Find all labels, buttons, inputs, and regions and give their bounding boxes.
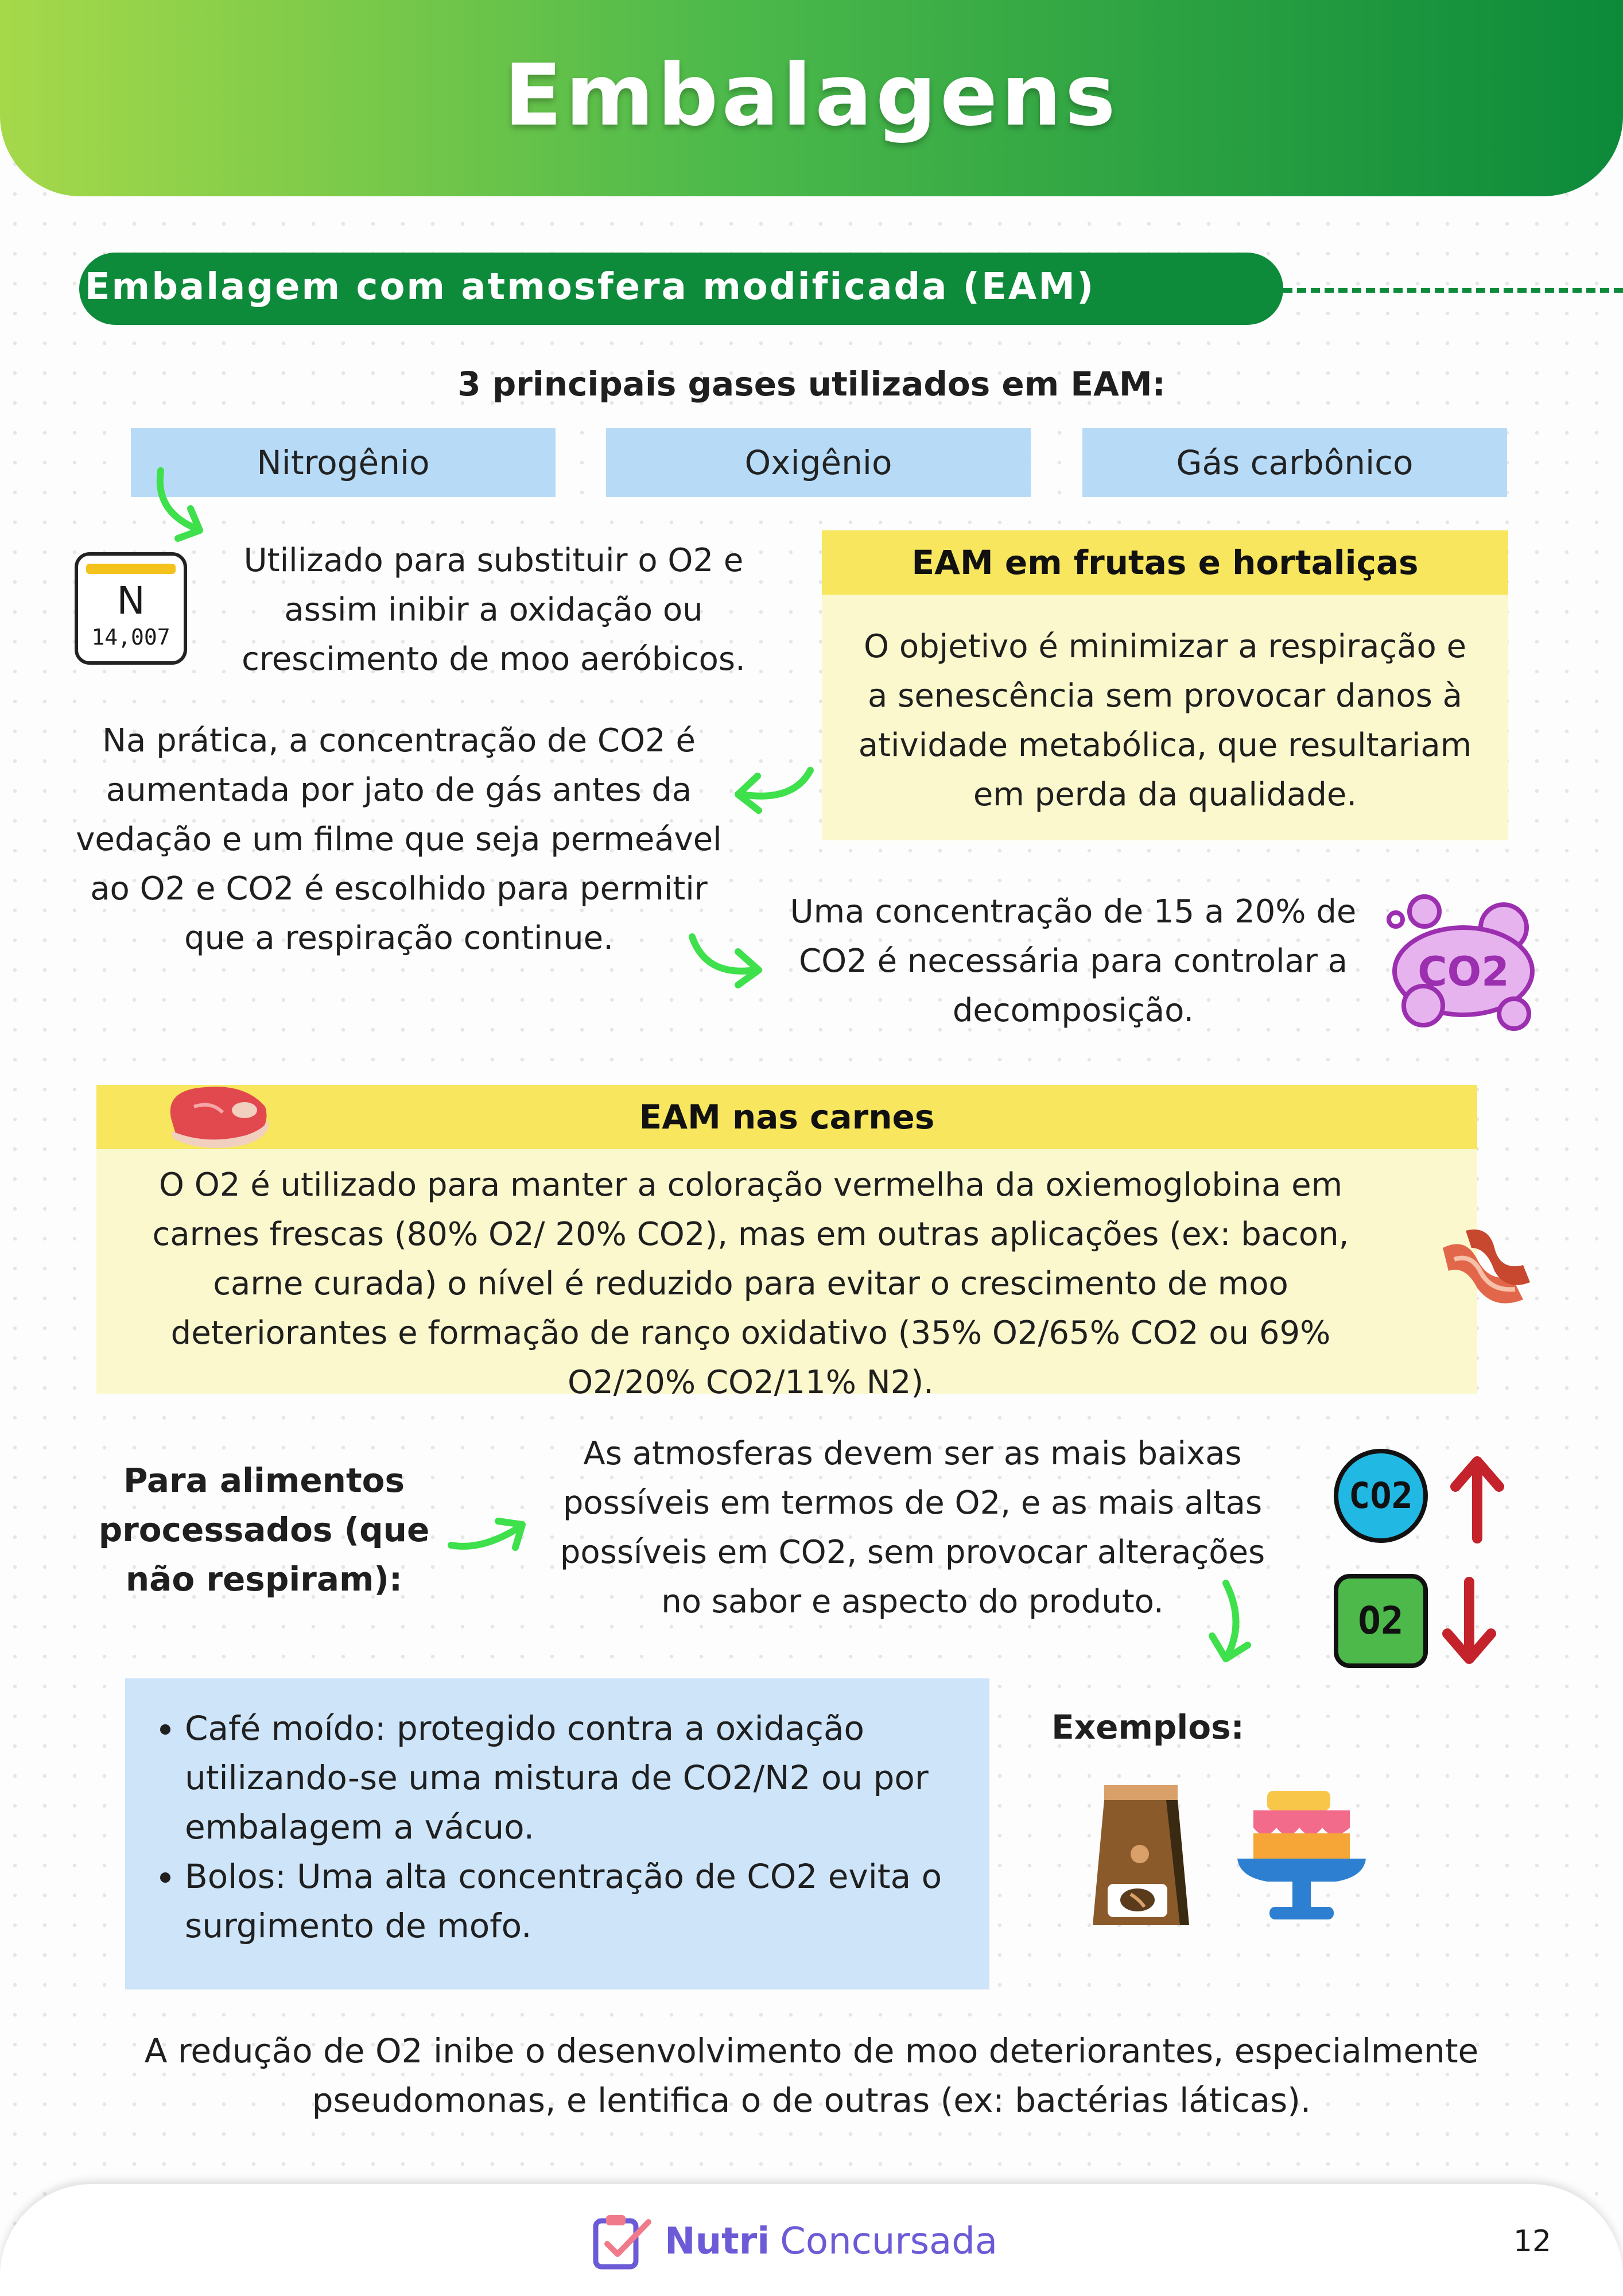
processed-text: As atmosferas devem ser as mais baixas possíveis em termos de O2, e as mais altas possíveis em CO2, sem provocar alterações no sabor e aspecto do produto.	[560, 1435, 1265, 1620]
curved-arrow-icon	[724, 762, 820, 820]
cake-icon	[1233, 1787, 1370, 1925]
practice-text: Na prática, a concentração de CO2 é aumentada por jato de gás antes da vedação e um filme que seja permeável ao O2 e CO2 é escolhido para permitir que a respiração continue.	[76, 722, 722, 957]
curved-arrow-icon	[442, 1499, 534, 1562]
page-title: Embalagens	[504, 46, 1119, 145]
curved-arrow-icon	[143, 459, 212, 551]
brand-logo	[591, 2213, 997, 2270]
nitrogen-text: Utilizado para substituir o O2 e assim inibir a oxidação ou crescimento de moo aeróbicos.	[242, 542, 746, 678]
co2-circle-icon: CO2	[1334, 1449, 1428, 1543]
gas-box-oxygen: Oxigênio	[606, 428, 1031, 497]
co2-concentration-text: Uma concentração de 15 a 20% de CO2 é necessária para controlar a decomposição.	[790, 893, 1357, 1029]
section-divider	[1283, 288, 1623, 293]
brand-name-first: Nutri	[665, 2220, 770, 2263]
gases-heading: 3 principais gases utilizados em EAM:	[457, 364, 1166, 404]
o2-square-icon: O2	[1334, 1574, 1428, 1668]
element-tile-icon	[75, 552, 187, 665]
fruits-box	[822, 595, 1508, 840]
examples-list	[125, 1704, 952, 1950]
bacon-icon	[1431, 1225, 1535, 1334]
up-arrow-icon	[1447, 1452, 1507, 1544]
co2-cloud-icon	[1383, 891, 1538, 1040]
list-item: • Café moído: protegido contra a oxidação utilizando-se uma mistura de CO2/N2 ou por embalagem a vácuo.	[185, 1704, 952, 1852]
curved-arrow-icon	[1199, 1576, 1257, 1668]
gas-box-carbon-dioxide: Gás carbônico	[1082, 428, 1507, 497]
fruits-text: O objetivo é minimizar a respiração e a senescência sem provocar danos à atividade metabólica, que resultariam em perda da qualidade.	[858, 628, 1472, 813]
checklist-logo-icon	[591, 2213, 654, 2270]
section-title: Embalagem com atmosfera modificada (EAM)	[84, 266, 1096, 308]
curved-arrow-icon	[683, 925, 769, 988]
processed-label: Para alimentos processados (que não respiram):	[98, 1461, 430, 1599]
fruits-title: EAM em frutas e hortaliças	[822, 530, 1508, 595]
co2-cloud-label: CO2	[1418, 948, 1509, 995]
meats-box	[96, 1149, 1477, 1401]
steak-icon	[160, 1078, 274, 1153]
examples-title: Exemplos:	[1051, 1708, 1244, 1747]
down-arrow-icon	[1439, 1576, 1499, 1668]
examples-box	[125, 1678, 989, 1989]
meats-title: EAM nas carnes	[96, 1085, 1477, 1149]
list-item: • Bolos: Uma alta concentração de CO2 evita o surgimento de mofo.	[185, 1852, 952, 1950]
gas-box-nitrogen: Nitrogênio	[131, 428, 556, 497]
element-tile-symbol: N	[117, 579, 145, 623]
element-tile-mass: 14,007	[91, 625, 170, 650]
page-number: 12	[1513, 2224, 1552, 2259]
element-tile-stripe	[86, 564, 176, 574]
coffee-bag-icon	[1088, 1785, 1194, 1929]
conclusion-text: A redução de O2 inibe o desenvolvimento de moo deteriorantes, especialmente pseudomonas, e lentifica o de outras (ex: bactérias láticas).	[144, 2031, 1479, 2120]
brand-name-second: Concursada	[780, 2220, 998, 2263]
meats-text: O O2 é utilizado para manter a coloração vermelha da oxiemoglobina em carnes frescas (80% O2/ 20% CO2), mas em outras aplicações (ex: bacon, carne curada) o nível é reduzido para evitar o crescimento de moo deteriorantes e formação de ranço oxidativo (35% O2/65% CO2 ou 69% O2/20% CO2/11% N2).	[152, 1166, 1349, 1401]
